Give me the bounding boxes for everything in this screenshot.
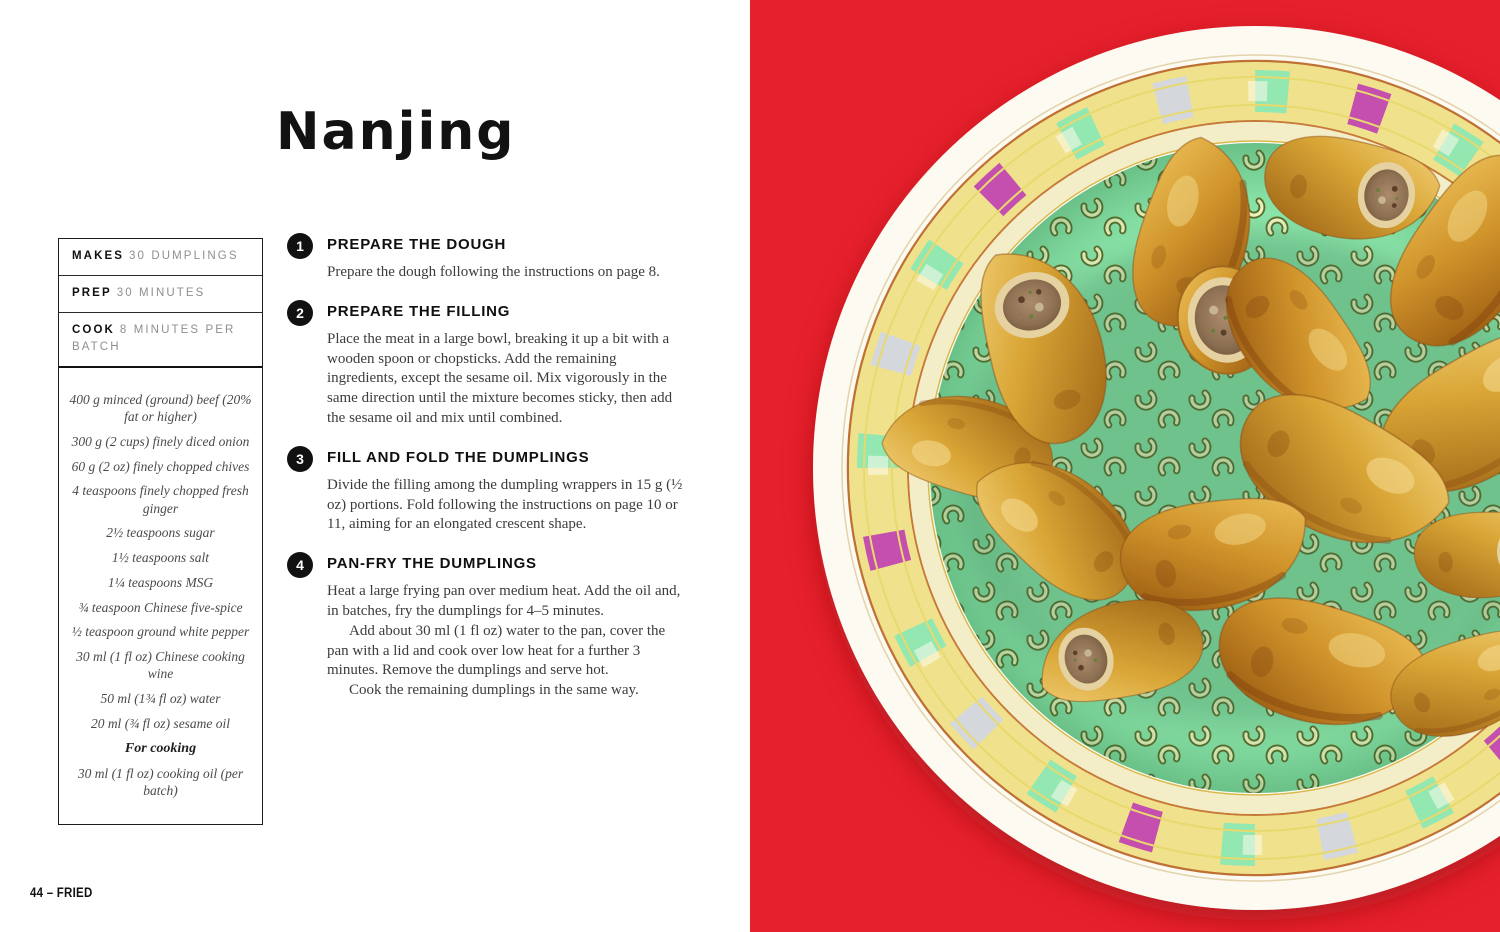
makes-row	[59, 239, 262, 276]
cook-label: COOK	[72, 323, 115, 336]
prep-label: PREP	[72, 286, 112, 299]
page-title: Nanjing	[276, 102, 516, 162]
step-1	[287, 236, 690, 283]
ingredient-item: ¾ teaspoon Chinese five-spice	[78, 599, 243, 615]
ingredient-item: ½ teaspoon ground white pepper	[71, 624, 250, 640]
prep-value: 30 MINUTES	[116, 286, 206, 299]
step-2-text: Place the meat in a large bowl, breaking it up a bit with a wooden spoon or chopsticks. Add the remaining ingredients, except the sesame oil. Mix vigorously in the same direction until the mixture becomes sticky, then add the sesame oil and mix until combined.	[327, 330, 673, 426]
step-3-text: Divide the filling among the dumpling wrappers in 15 g (½ oz) portions. Fold following the instructions on page 10 or 11, aiming for an elongated crescent shape.	[327, 476, 683, 533]
method-steps	[287, 236, 690, 721]
makes-value: 30 DUMPLINGS	[129, 250, 239, 262]
step-2-number-badge: 2	[287, 300, 313, 326]
step-1-number-badge: 1	[287, 233, 313, 259]
ingredient-item: 1¼ teaspoons MSG	[107, 574, 214, 590]
step-1-heading: PREPARE THE DOUGH	[327, 236, 507, 253]
recipe-info-box	[58, 238, 263, 825]
ingredient-item: 20 ml (¾ fl oz) sesame oil	[90, 715, 231, 731]
ingredient-item: 60 g (2 oz) finely chopped chives	[71, 458, 250, 474]
dumpling-photo	[750, 0, 1500, 932]
cook-row	[59, 313, 262, 369]
prep-row	[59, 276, 262, 313]
ingredient-item: 30 ml (1 fl oz) Chinese cooking wine	[76, 649, 245, 682]
ingredient-item: 30 ml (1 fl oz) cooking oil (per batch)	[77, 766, 244, 799]
photo-page	[750, 0, 1500, 932]
cook-value: 8 MINUTES PER BATCH	[72, 323, 236, 354]
for-cooking-subheading: For cooking	[124, 740, 197, 756]
step-4-heading: PAN-FRY THE DUMPLINGS	[327, 555, 537, 573]
page-footer: 44 – FRIED	[30, 885, 93, 900]
ingredient-list	[59, 368, 262, 824]
ingredient-item: 1½ teaspoons salt	[111, 550, 210, 566]
step-4-number-badge: 4	[287, 552, 313, 578]
step-3-number-badge: 3	[287, 446, 313, 472]
step-4	[287, 555, 690, 701]
ingredient-item: 4 teaspoons finely chopped fresh ginger	[72, 483, 249, 516]
ingredient-item: 300 g (2 cups) finely diced onion	[71, 433, 250, 449]
step-3-heading: FILL AND FOLD THE DUMPLINGS	[327, 448, 590, 466]
step-1-text: Prepare the dough following the instructions on page 8.	[327, 264, 660, 280]
step-2	[287, 303, 690, 429]
step-3	[287, 449, 690, 535]
step-4-text: Heat a large frying pan over medium heat. Add the oil and, in batches, fry the dumplings for 4–5 minutes.	[327, 583, 681, 619]
step-4-text: Cook the remaining dumplings in the same way.	[349, 682, 639, 699]
ingredient-item: 50 ml (1¾ fl oz) water	[100, 691, 221, 707]
step-2-heading: PREPARE THE FILLING	[327, 302, 511, 320]
step-4-text: Add about 30 ml (1 fl oz) water to the pan, cover the pan with a lid and cook over low heat for a further 3 minutes. Remove the dumplings and serve hot.	[327, 622, 666, 679]
makes-label: MAKES	[72, 250, 125, 262]
ingredient-item: 400 g minced (ground) beef (20% fat or higher)	[69, 391, 252, 425]
ingredient-item: 2½ teaspoons sugar	[106, 525, 215, 541]
